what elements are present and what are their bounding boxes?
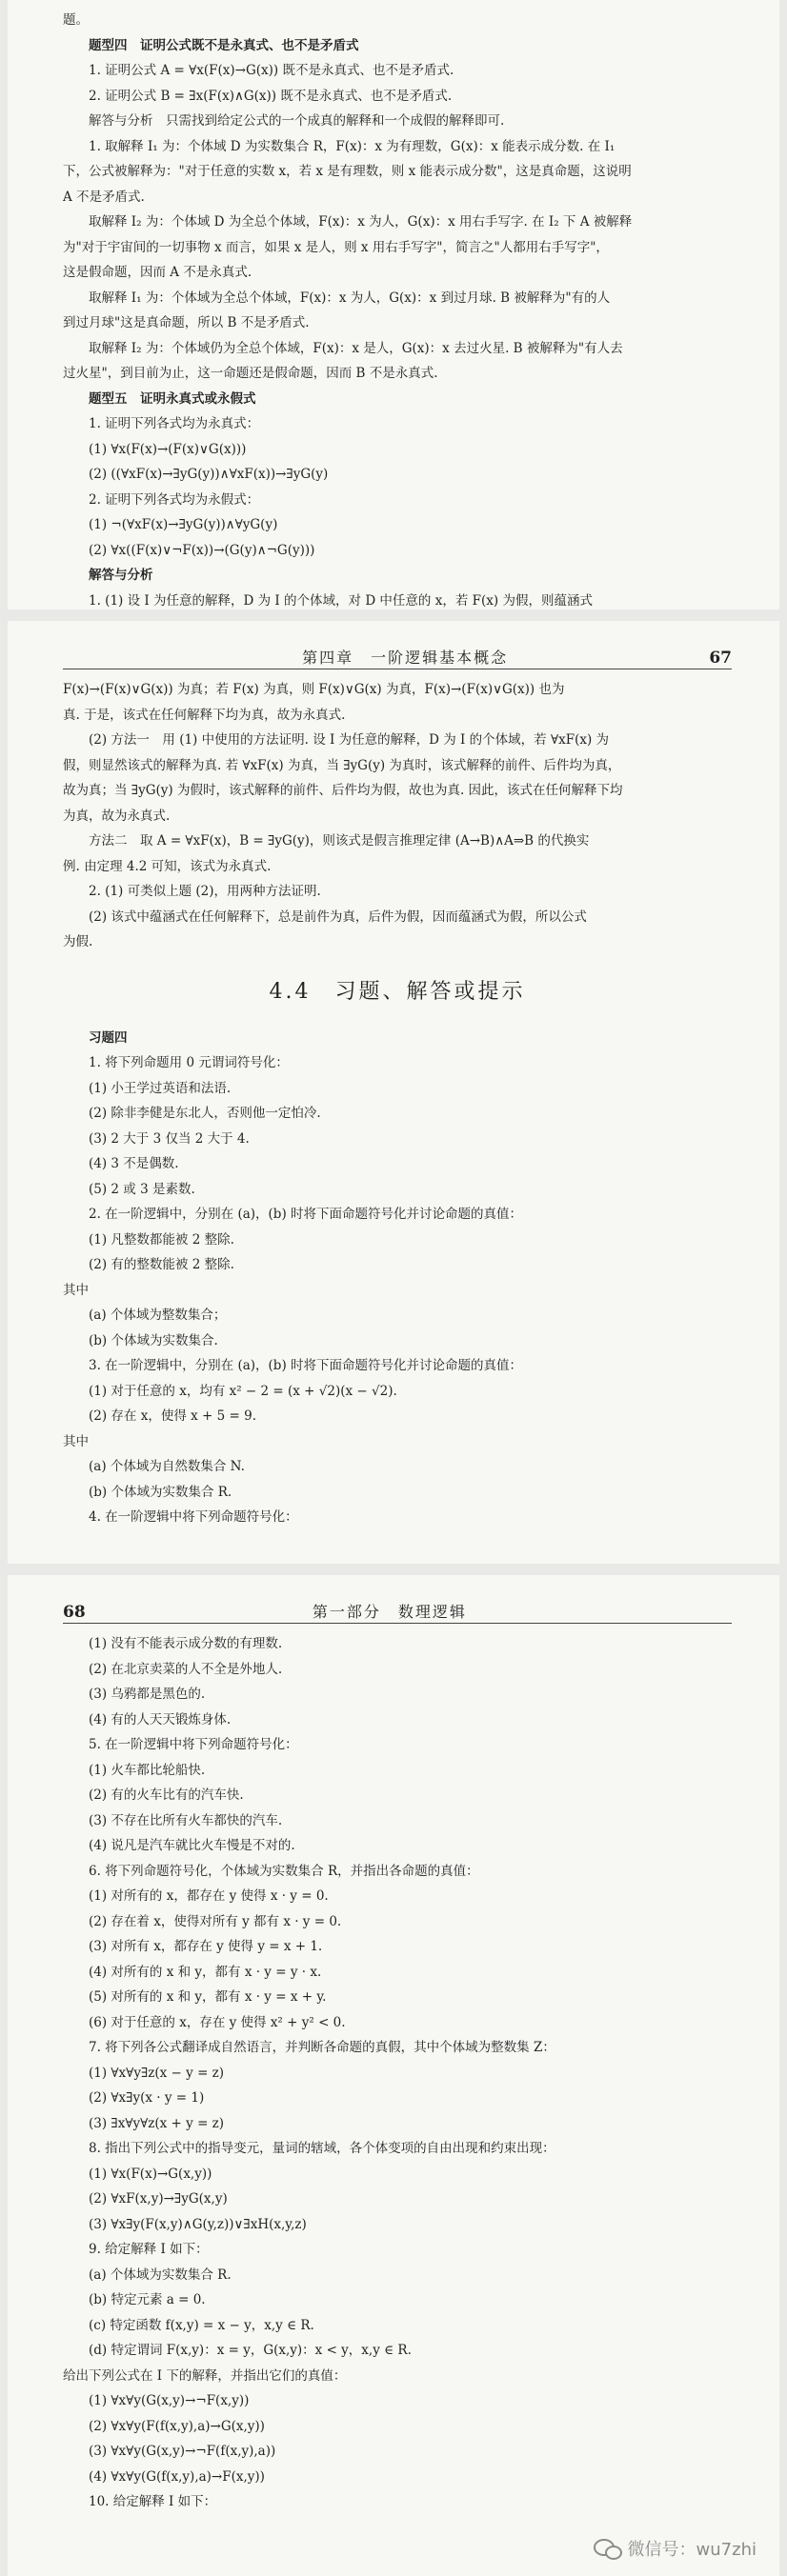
text-line: (2) 方法一 用 (1) 中使用的方法证明. 设 I 为任意的解释，D 为 I 的个体域，若 ∀xF(x) 为: [89, 732, 610, 748]
text-line: 其中: [63, 1433, 89, 1449]
text-line: 2. (1) 可类似上题 (2)，用两种方法证明.: [89, 884, 321, 899]
running-header: [63, 1600, 732, 1624]
text-line: (4) 3 不是偶数.: [89, 1156, 179, 1171]
text-line: 故为真；当 ∃yG(y) 为假时，该式解释的前件、后件均为假，故也为真. 因此，该式在任何解释下均: [63, 783, 623, 798]
text-line: 过火星"，到目前为止，这一命题还是假命题，因而 B 不是永真式.: [63, 366, 438, 381]
text-line: 例. 由定理 4.2 可知，该式为永真式.: [63, 858, 272, 874]
text-line: (1) ∀x(F(x)→G(x,y)): [89, 2166, 212, 2182]
text-line: 假，则显然该式的解释为真. 若 ∀xF(x) 为真，当 ∃yG(y) 为真时，该式解释的前件、后件均为真，: [63, 757, 621, 773]
text-line: (a) 个体域为整数集合；: [89, 1308, 227, 1323]
page-1-text: [63, 8, 732, 609]
book-page-1: [8, 0, 779, 609]
text-line: 解答与分析 只需找到给定公式的一个成真的解释和一个成假的解释即可.: [89, 113, 505, 129]
chapter-title: 第四章 一阶逻辑基本概念: [302, 649, 509, 667]
text-line: 9. 给定解释 I 如下：: [89, 2242, 209, 2257]
text-line: 10. 给定解释 I 如下：: [89, 2494, 217, 2509]
exercise-list-continued: [63, 1631, 732, 2515]
text-line: 方法二 取 A = ∀xF(x)，B = ∃yG(y)，则该式是假言推理定律 (A→B)∧A⇒B 的代换实: [89, 833, 590, 849]
text-line: (b) 个体域为实数集合 R.: [89, 1484, 232, 1500]
book-page-67: [8, 621, 779, 1564]
text-line: 6. 将下列命题符号化，个体域为实数集合 R，并指出各命题的真值：: [89, 1863, 479, 1879]
text-line: (6) 对于任意的 x，存在 y 使得 x² + y² < 0.: [89, 2014, 346, 2030]
text-line: 1. 证明公式 A = ∀x(F(x)→G(x)) 既不是永真式、也不是矛盾式.: [89, 63, 454, 78]
text-line: (1) ∀x(F(x)→(F(x)∨G(x))): [89, 441, 247, 457]
text-line: 题型五 证明永真式或永假式: [89, 390, 256, 407]
text-line: 7. 将下列各公式翻译成自然语言，并判断各命题的真假，其中个体域为整数集 Z：: [89, 2040, 555, 2055]
text-line: (1) 没有不能表示成分数的有理数.: [89, 1636, 283, 1651]
text-line: (a) 个体域为实数集合 R.: [89, 2266, 232, 2283]
text-line: 5. 在一阶逻辑中将下列命题符号化：: [89, 1737, 298, 1752]
text-line: (2) 存在着 x，使得对所有 y 都有 x · y = 0.: [89, 1913, 342, 1929]
text-line: (3) ∃x∀y∀z(x + y = z): [89, 2115, 225, 2131]
text-line: (b) 个体域为实数集合.: [89, 1332, 218, 1348]
text-line: 1. 将下列命题用 0 元谓词符号化：: [89, 1055, 289, 1070]
text-line: 3. 在一阶逻辑中，分别在 (a)，(b) 时将下面命题符号化并讨论命题的真值：: [89, 1358, 523, 1373]
text-line: 为"对于宇宙间的一切事物 x 而言，如果 x 是人，则 x 用右手写字"，简言之"人都用右手写字"，: [63, 239, 609, 255]
text-line: 为真，故为永真式.: [63, 808, 171, 824]
text-line: 习题四: [89, 1029, 128, 1046]
text-line: (2) 有的整数能被 2 整除.: [89, 1257, 234, 1272]
text-line: 为假.: [63, 934, 93, 949]
text-line: (5) 对所有的 x 和 y，都有 x · y = x + y.: [89, 1989, 327, 2005]
text-line: (1) ∀x∀y∃z(x − y = z): [89, 2065, 225, 2081]
text-line: 题。: [63, 12, 89, 28]
text-line: (2) ∀x∀y(F(f(x,y),a)→G(x,y)): [89, 2418, 265, 2434]
wechat-icon: [594, 2537, 622, 2560]
section-title: 4.4 习题、解答或提示: [269, 979, 526, 1004]
text-line: (1) 对于任意的 x，均有 x² − 2 = (x + √2)(x − √2).: [89, 1383, 397, 1399]
text-line: 题型四 证明公式既不是永真式、也不是矛盾式: [89, 37, 359, 53]
text-line: 2. 在一阶逻辑中，分别在 (a)，(b) 时将下面命题符号化并讨论命题的真值：: [89, 1207, 523, 1222]
text-line: (2) ∀xF(x,y)→∃yG(x,y): [89, 2191, 228, 2207]
text-line: (2) 该式中蕴涵式在任何解释下，总是前件为真，后件为假，因而蕴涵式为假，所以公式: [89, 909, 587, 925]
watermark-text: 微信号：wu7zhi: [627, 2540, 757, 2560]
text-line: (1) 火车都比轮船快.: [89, 1762, 206, 1778]
book-page-68: [8, 1575, 779, 2576]
text-line: (2) 除非李健是东北人，否则他一定怕冷.: [89, 1106, 321, 1121]
text-line: (4) 对所有的 x 和 y，都有 x · y = y · x.: [89, 1964, 322, 1980]
text-line: (2) 有的火车比有的汽车快.: [89, 1787, 244, 1803]
text-line: (b) 特定元素 a = 0.: [89, 2292, 206, 2307]
text-line: 2. 证明公式 B = ∃x(F(x)∧G(x)) 既不是永真式、也不是矛盾式.: [89, 88, 453, 104]
text-line: 2. 证明下列各式均为永假式：: [89, 491, 260, 508]
text-line: (2) ((∀xF(x)→∃yG(y))∧∀xF(x))→∃yG(y): [89, 467, 329, 482]
text-line: 解答与分析: [89, 568, 153, 583]
text-line: 1. 证明下列各式均为永真式：: [89, 416, 260, 431]
text-line: A 不是矛盾式.: [63, 189, 145, 205]
text-line: (1) 对所有的 x，都存在 y 使得 x · y = 0.: [89, 1888, 329, 1904]
text-line: (4) ∀x∀y(G(f(x,y),a)→F(x,y)): [89, 2468, 265, 2485]
part-title: 第一部分 数理逻辑: [312, 1603, 467, 1621]
text-line: (1) ¬(∀xF(x)→∃yG(y))∧∀yG(y): [89, 517, 278, 532]
page-number: 68: [63, 1603, 86, 1622]
text-line: 4. 在一阶逻辑中将下列命题符号化：: [89, 1509, 298, 1525]
text-line: (1) 凡整数都能被 2 整除.: [89, 1231, 234, 1248]
text-line: 下，公式被解释为："对于任意的实数 x，若 x 是有理数，则 x 能表示成分数"，这是真命题，这说明: [63, 164, 632, 179]
text-line: 真. 于是，该式在任何解释下均为真，故为永真式.: [63, 707, 346, 723]
text-line: 1. 取解释 I₁ 为：个体域 D 为实数集合 R，F(x)：x 为有理数，G(x)：x 能表示成分数. 在 I₁: [89, 138, 615, 154]
page-number: 67: [709, 649, 732, 668]
text-line: 8. 指出下列公式中的指导变元，量词的辖域，各个体变项的自由出现和约束出现：: [89, 2141, 555, 2156]
text-line: 取解释 I₂ 为：个体域仍为全总个体域，F(x)：x 是人，G(x)：x 去过火星. B 被解释为"有人去: [89, 340, 623, 356]
text-line: 取解释 I₁ 为：个体域为全总个体域，F(x)：x 为人，G(x)：x 到过月球. B 被解释为"有的人: [89, 290, 611, 306]
text-line: (c) 特定函数 f(x,y) = x − y，x,y ∈ R.: [89, 2317, 314, 2333]
text-line: (3) 2 大于 3 仅当 2 大于 4.: [89, 1130, 250, 1147]
text-line: (2) 在北京卖菜的人不全是外地人.: [89, 1661, 283, 1677]
text-line: 到过月球"这是真命题，所以 B 不是矛盾式.: [63, 315, 310, 330]
text-line: (1) ∀x∀y(G(x,y)→¬F(x,y)): [89, 2393, 250, 2408]
text-line: (a) 个体域为自然数集合 N.: [89, 1459, 245, 1474]
text-line: 取解释 I₂ 为：个体域 D 为全总个体域，F(x)：x 为人，G(x)：x 用右手写字. 在 I₂ 下 A 被解释: [89, 214, 633, 230]
text-line: 给出下列公式在 I 下的解释，并指出它们的真值：: [63, 2367, 347, 2384]
text-line: 1. (1) 设 I 为任意的解释，D 为 I 的个体域，对 D 中任意的 x，若 F(x) 为假，则蕴涵式: [89, 592, 593, 609]
text-line: (5) 2 或 3 是素数.: [89, 1181, 195, 1197]
text-line: (2) ∀x((F(x)∨¬F(x))→(G(y)∧¬G(y))): [89, 542, 315, 558]
text-line: (4) 有的人天天锻炼身体.: [89, 1711, 232, 1727]
text-line: (3) 不存在比所有火车都快的汽车.: [89, 1812, 283, 1828]
text-line: (4) 说凡是汽车就比火车慢是不对的.: [89, 1838, 295, 1853]
text-line: 这是假命题，因而 A 不是永真式.: [63, 265, 252, 280]
exercise-list: [63, 1026, 732, 1530]
text-line: (2) 存在 x，使得 x + 5 = 9.: [89, 1408, 256, 1424]
text-line: (3) 对所有 x，都存在 y 使得 y = x + 1.: [89, 1939, 323, 1954]
running-header: [63, 646, 732, 669]
text-line: (d) 特定谓词 F(x,y)：x = y，G(x,y)：x < y，x,y ∈ R.: [89, 2343, 412, 2358]
text-line: (2) ∀x∃y(x · y = 1): [89, 2090, 205, 2106]
text-line: (3) ∀x∀y(G(x,y)→¬F(f(x,y),a)): [89, 2444, 276, 2459]
text-line: (3) 乌鸦都是黑色的.: [89, 1687, 206, 1702]
text-line: 其中: [63, 1282, 89, 1298]
page-67-text: [63, 677, 732, 955]
text-line: F(x)→(F(x)∨G(x)) 为真；若 F(x) 为真，则 F(x)∨G(x) 为真，F(x)→(F(x)∨G(x)) 也为: [63, 682, 565, 697]
wechat-watermark: [594, 2536, 757, 2561]
text-line: (1) 小王学过英语和法语.: [89, 1080, 232, 1096]
text-line: (3) ∀x∃y(F(x,y)∧G(y,z))∨∃xH(x,y,z): [89, 2216, 307, 2232]
